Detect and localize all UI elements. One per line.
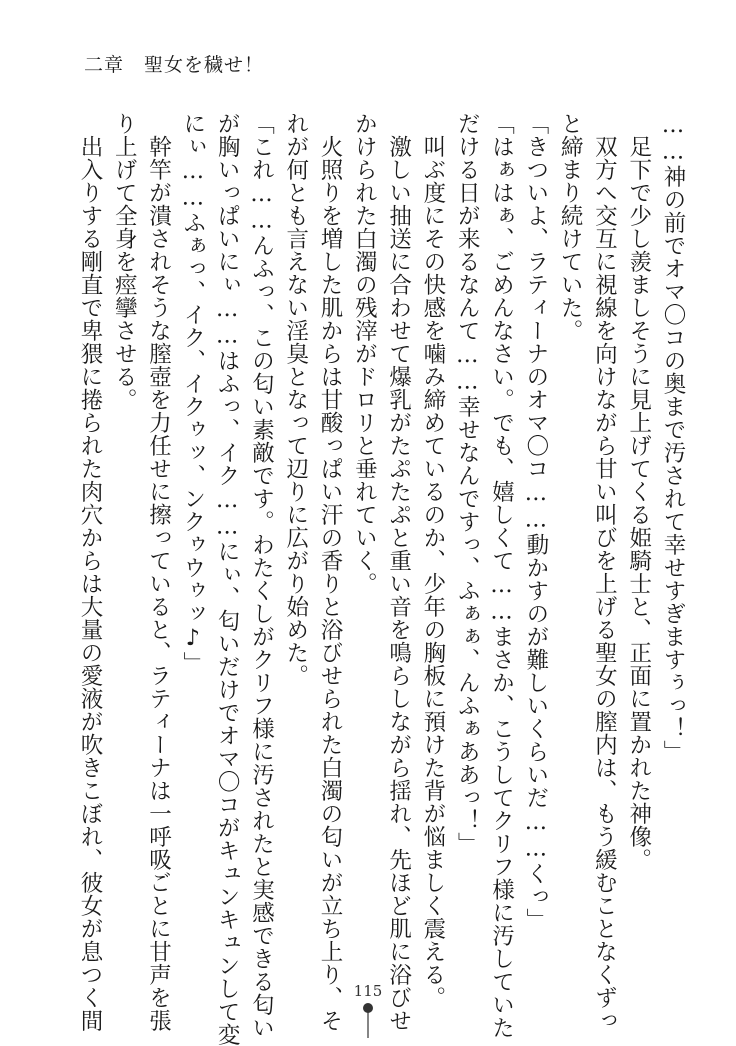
text-line: 激しい抽送に合わせて爆乳がたぷたぷと重い音を鳴らしながら揺れ、先ほど肌に浴びせ [385, 134, 412, 1032]
text-line: れが何とも言えない淫臭となって辺りに広がり始めた。 [282, 112, 309, 687]
text-line: ……神の前でオマ〇コの奥まで汚されて幸せすぎますぅっ！」 [660, 112, 686, 763]
text-line: 幹竿が潰されそうな膣壺を力任せに擦っていると、ラティーナは一呼吸ごとに甘声を張 [145, 134, 172, 1032]
text-line: と締まり続けていた。 [557, 112, 584, 342]
chapter-header [84, 50, 264, 77]
chapter-title: 聖女を穢せ！ [144, 54, 265, 76]
chapter-number: 二章 [84, 54, 125, 76]
text-line: 火照りを増した肌からは甘酸っぱい汗の香りと浴びせられた白濁の匂いが立ち上り、そ [317, 134, 344, 1032]
text-line: だける日が来るなんて……幸せなんですっ、ふぁぁ、んふぁああっ！」 [454, 112, 481, 855]
text-line: 双方へ交互に視線を向けながら甘い叫びを上げる聖女の膣内は、もう緩むことなくずっ [591, 134, 618, 1032]
text-line: 「はぁはぁ、ごめんなさい。でも、嬉しくて……まさか、こうしてクリフ様に汚していた [488, 112, 515, 1039]
text-line: り上げて全身を痙攣させる。 [111, 112, 138, 411]
text-line: 「これ……んふっ、この匂い素敵です。わたくしがクリフ様に汚されたと実感できる匂い [248, 112, 275, 1039]
text-line: 出入りする剛直で卑猥に捲られた肉穴からは大量の愛液が吹きこぼれ、彼女が息つく間 [76, 134, 103, 1032]
text-line: にぃ……ふぁっ、イク、イクゥッ、ンクゥウゥッ♪」 [179, 112, 206, 675]
page-ornament-icon [361, 1002, 375, 1038]
page-number: 115 [353, 982, 383, 1000]
text-line: 足下で少し羨ましそうに見上げてくる姫騎士と、正面に置かれた神像。 [625, 134, 652, 871]
text-line: 叫ぶ度にその快感を噛み締めているのか、少年の胸板に預けた背が悩ましく震える。 [419, 134, 446, 1009]
text-line: かけられた白濁の残滓がドロリと垂れていく。 [351, 112, 378, 595]
text-line: 「きついよ、ラティーナのオマ〇コ……動かすのが難しいくらいだ……くっ」 [522, 112, 549, 931]
text-line: が胸いっぱいにぃ……はふっ、イク……にぃ、匂いだけでオマ〇コがキュンキュンして変 [214, 112, 241, 1046]
